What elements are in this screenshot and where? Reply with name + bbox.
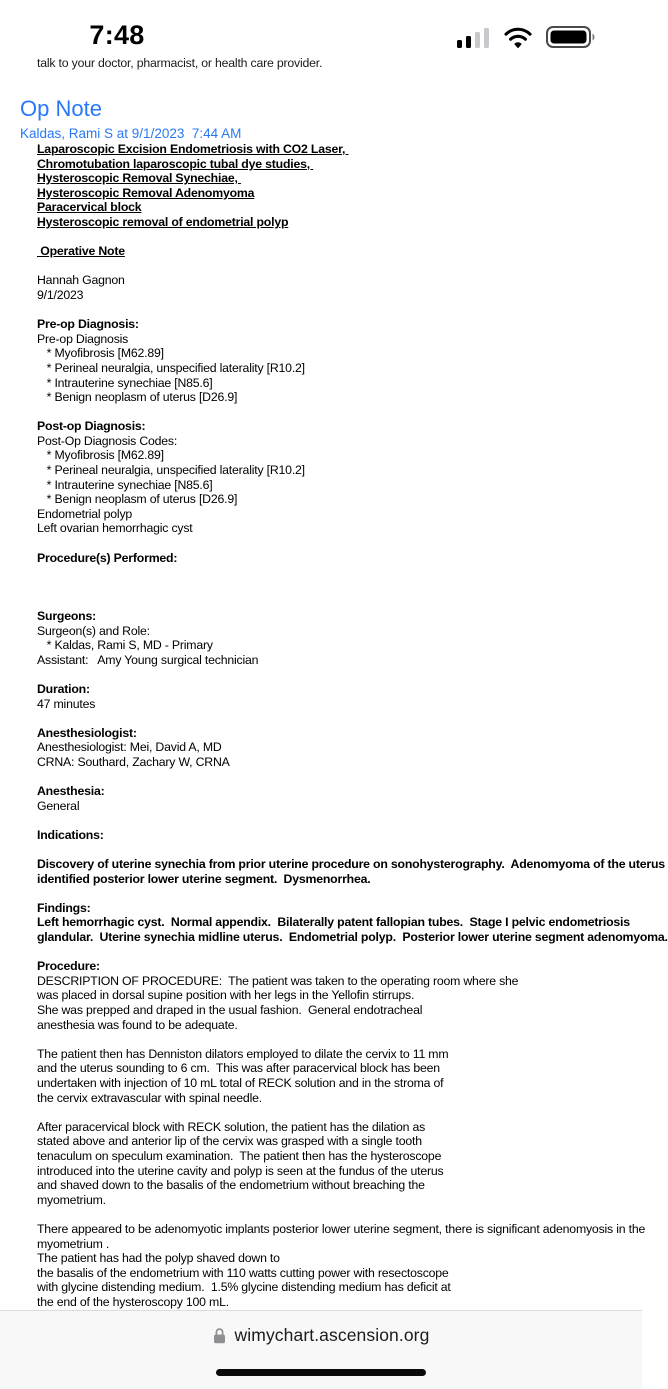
doc-blank-line	[37, 580, 642, 595]
doc-line: * Kaldas, Rami S, MD - Primary	[37, 638, 213, 653]
doc-blank-line	[37, 259, 642, 274]
doc-line: * Myofibrosis [M62.89]	[37, 448, 164, 463]
doc-line: the basalis of the endometrium with 110 watts cutting power with resectoscope	[37, 1265, 449, 1280]
doc-line: * Intrauterine synechiae [N85.6]	[37, 375, 213, 390]
doc-line: The patient has had the polyp shaved down to	[37, 1251, 280, 1266]
doc-line: identified posterior lower uterine segment. Dysmenorrhea.	[37, 871, 371, 886]
doc-line: Procedure(s) Performed:	[37, 550, 178, 565]
doc-line: and shaved down to the basalis of the endometrium without breaching the	[37, 1178, 425, 1193]
doc-line: * Benign neoplasm of uterus [D26.9]	[37, 390, 238, 405]
doc-line: The patient then has Denniston dilators employed to dilate the cervix to 11 mm	[37, 1046, 449, 1061]
doc-line: was placed in dorsal supine position with her legs in the Yellofin stirrups.	[37, 988, 415, 1003]
doc-line: and the uterus sounding to 6 cm. This was after paracervical block has been	[37, 1061, 440, 1076]
doc-line: * Myofibrosis [M62.89]	[37, 346, 164, 361]
note-author-date-link[interactable]: Kaldas, Rami S at 9/1/2023 7:44 AM	[20, 126, 242, 141]
doc-line: Paracervical block	[37, 200, 142, 215]
doc-line: undertaken with injection of 10 mL total of RECK solution and in the stroma of	[37, 1076, 444, 1090]
doc-blank-line	[37, 594, 642, 609]
doc-blank-line	[37, 711, 642, 726]
doc-line: Anesthesia:	[37, 784, 105, 799]
doc-line: Post-op Diagnosis:	[37, 419, 146, 434]
doc-line: Hysteroscopic removal of endometrial polyp	[37, 214, 289, 229]
doc-line: * Perineal neuralgia, unspecified laterality [R10.2]	[37, 360, 305, 375]
status-bar	[0, 0, 642, 56]
doc-line: Endometrial polyp	[37, 506, 133, 521]
doc-blank-line	[37, 813, 642, 828]
doc-blank-line	[37, 1032, 642, 1047]
status-time: 7:48	[89, 20, 145, 50]
url-text: wimychart.ascension.org	[234, 1325, 430, 1345]
doc-blank-line	[37, 565, 642, 580]
doc-line: tenaculum on speculum examination. The patient then has the hysteroscope	[37, 1148, 442, 1163]
cellular-signal-icon	[457, 27, 490, 48]
doc-blank-line	[37, 1207, 642, 1222]
doc-line: Discovery of uterine synechia from prior uterine procedure on sonohysterography. Adenomyoma of the uterus	[37, 857, 665, 872]
doc-line: * Perineal neuralgia, unspecified laterality [R10.2]	[37, 463, 305, 478]
doc-line: Duration:	[37, 681, 90, 696]
doc-line: Findings:	[37, 900, 91, 915]
doc-line: the end of the hysteroscopy 100 mL.	[37, 1294, 229, 1309]
lock-icon	[213, 1327, 226, 1344]
doc-line: Indications:	[37, 827, 104, 842]
doc-blank-line	[37, 405, 642, 420]
doc-line: CRNA: Southard, Zachary W, CRNA	[37, 754, 230, 769]
doc-line: She was prepped and draped in the usual fashion. General endotracheal	[37, 1003, 423, 1018]
safari-url-bar[interactable]	[0, 1310, 642, 1389]
doc-line: Post-Op Diagnosis Codes:	[37, 433, 178, 448]
doc-line: Laparoscopic Excision Endometriosis with CO2 Laser,	[37, 142, 349, 156]
doc-line: DESCRIPTION OF PROCEDURE: The patient was taken to the operating room where she	[37, 973, 519, 988]
doc-line: Hysteroscopic Removal Synechiae,	[37, 171, 241, 186]
doc-line: Pre-op Diagnosis:	[37, 317, 139, 332]
doc-line: Anesthesiologist: Mei, David A, MD	[37, 740, 222, 755]
doc-line: stated above and anterior lip of the cervix was grasped with a single tooth	[37, 1134, 422, 1149]
doc-line: Assistant: Amy Young surgical technician	[37, 652, 259, 667]
doc-line: Left ovarian hemorrhagic cyst	[37, 521, 193, 536]
doc-line: introduced into the uterine cavity and polyp is seen at the fundus of the uterus	[37, 1163, 444, 1178]
doc-line: * Intrauterine synechiae [N85.6]	[37, 477, 213, 492]
doc-blank-line	[37, 945, 642, 960]
doc-line: myometrium .	[37, 1236, 110, 1251]
doc-blank-line	[37, 770, 642, 785]
doc-line: 47 minutes	[37, 696, 96, 711]
doc-line: anesthesia was found to be adequate.	[37, 1017, 238, 1032]
doc-line: General	[37, 798, 80, 813]
doc-line: with glycine distending medium. 1.5% glycine distending medium has deficit at	[37, 1280, 451, 1295]
doc-line: There appeared to be adenomyotic implants posterior lower uterine segment, there is significant adenomyosis in the	[37, 1221, 646, 1236]
clipped-text: talk to your doctor, pharmacist, or health care provider.	[37, 56, 323, 70]
doc-line: myometrium.	[37, 1192, 106, 1207]
status-icons	[457, 26, 596, 48]
doc-blank-line	[37, 303, 642, 318]
doc-line: Operative Note	[37, 244, 125, 259]
doc-blank-line	[37, 843, 642, 858]
address-row[interactable]	[0, 1325, 642, 1346]
doc-blank-line	[37, 667, 642, 682]
doc-blank-line	[37, 1105, 642, 1120]
doc-line: Hannah Gagnon	[37, 273, 125, 288]
doc-line: glandular. Uterine synechia midline uterus. Endometrial polyp. Posterior lower uterine segment adenomyoma.	[37, 930, 668, 945]
doc-line: Pre-op Diagnosis	[37, 331, 129, 346]
doc-line: Left hemorrhagic cyst. Normal appendix. Bilaterally patent fallopian tubes. Stage I pelvic endometriosis	[37, 915, 630, 930]
doc-blank-line	[37, 886, 642, 901]
doc-blank-line	[37, 536, 642, 551]
doc-blank-line	[37, 230, 642, 245]
doc-line: Procedure:	[37, 959, 100, 974]
wifi-icon	[503, 27, 533, 48]
doc-line: * Benign neoplasm of uterus [D26.9]	[37, 492, 238, 507]
document-body	[37, 142, 668, 1310]
doc-line: the cervix extravascular with spinal needle.	[37, 1090, 262, 1105]
battery-icon	[546, 26, 596, 48]
doc-line: Anesthesiologist:	[37, 725, 137, 740]
home-indicator[interactable]	[216, 1369, 426, 1376]
note-title-link[interactable]: Op Note	[20, 96, 102, 121]
doc-line: Hysteroscopic Removal Adenomyoma	[37, 185, 255, 200]
doc-line: Surgeon(s) and Role:	[37, 623, 150, 638]
clipped-text-line	[37, 56, 597, 73]
doc-line: Surgeons:	[37, 609, 97, 623]
doc-line: After paracervical block with RECK solution, the patient has the dilation as	[37, 1119, 426, 1134]
doc-line: 9/1/2023	[37, 287, 84, 302]
doc-line: Chromotubation laparoscopic tubal dye studies,	[37, 156, 314, 171]
